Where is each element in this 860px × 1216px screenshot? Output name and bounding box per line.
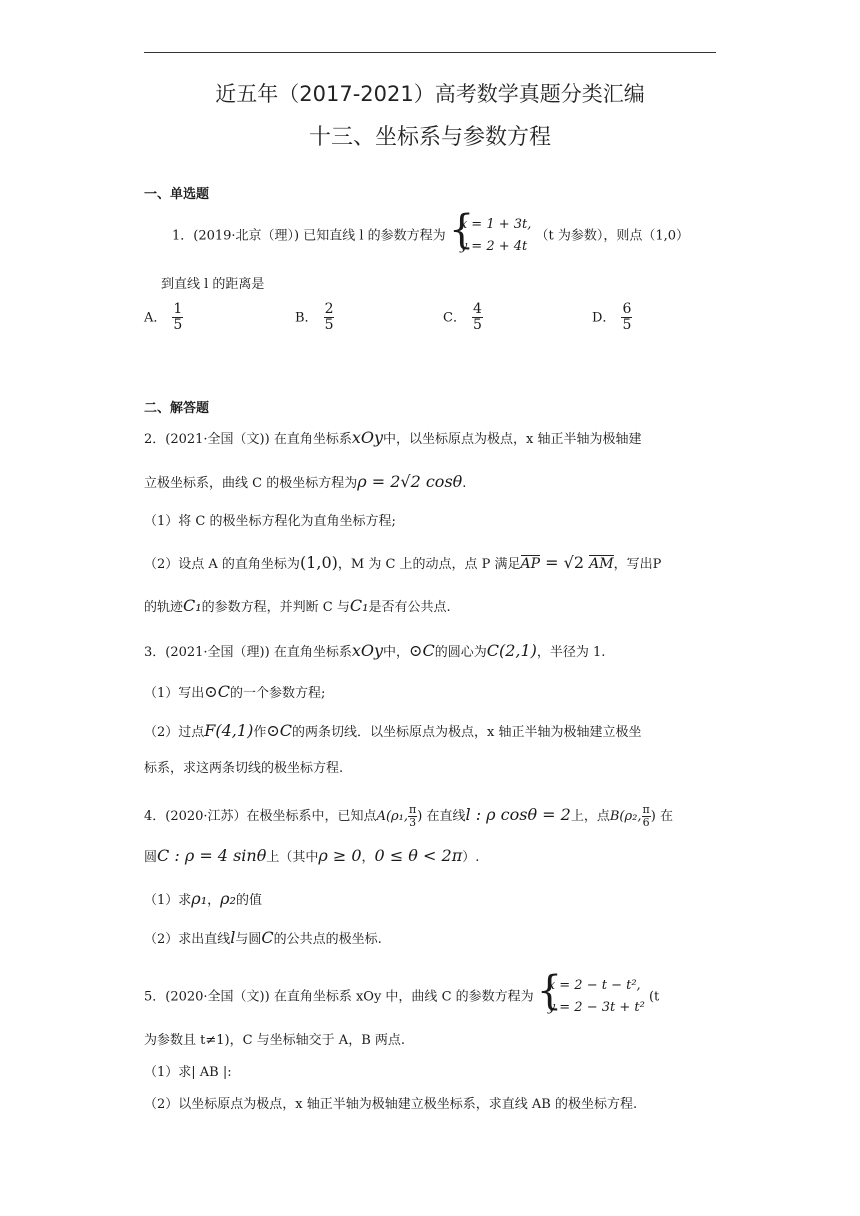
q5-parametric-system: { x = 2 − t − t², y = 2 − 3t + t²: [538, 975, 645, 1019]
q2-point-a: (1,0): [299, 553, 338, 572]
option-c-label: C．: [443, 310, 466, 326]
q2-xoy: xOy: [351, 428, 384, 447]
option-c-fraction: $\frac{4}{5}$: [472, 301, 482, 334]
question-3-part2: （2）过点F(4,1)作⊙C的两条切线．以坐标原点为极点，x 轴正半轴为极轴建立极坐: [144, 721, 642, 740]
q5-eq-y: y = 2 − 3t + t²: [547, 1000, 645, 1015]
question-1-line1: [172, 207, 690, 258]
q5-eq-x: x = 2 − t − t²,: [547, 978, 641, 993]
question-2-part2: （2）设点 A 的直角坐标为(1,0)，M 为 C 上的动点，点 P 满足AP = √2 AM，写出P: [144, 553, 662, 572]
question-3-line4: 标系，求这两条切线的极坐标方程.: [144, 761, 344, 776]
option-d[interactable]: [592, 302, 632, 334]
q2-curve-c1-ref: C₁: [349, 596, 369, 615]
section-heading-answer-questions: 二、解答题: [144, 401, 210, 416]
question-2-line1: 2．(2021·全国（文)) 在直角坐标系xOy中，以坐标原点为极点，x 轴正半轴为极轴建: [144, 428, 642, 447]
q4-circle-c: C : ρ = 4 sinθ: [157, 846, 267, 865]
option-a-fraction: $\frac{1}{5}$: [173, 301, 183, 334]
q3-circle: ⊙C: [409, 641, 435, 660]
question-1-line2: 到直线 l 的距离是: [161, 277, 265, 292]
option-a[interactable]: [144, 302, 183, 334]
question-2-line4: 的轨迹C₁的参数方程，并判断 C 与C₁是否有公共点.: [144, 596, 451, 615]
question-5-part1: （1）求| AB |:: [144, 1065, 232, 1080]
option-c[interactable]: [443, 302, 483, 334]
q1-lead: 1．(2019·北京（理）) 已知直线 l 的参数方程为: [172, 228, 446, 244]
q1-eq-y: y = 2 + 4t: [459, 239, 528, 254]
q2-polar-equation: ρ = 2√2 cosθ: [357, 472, 463, 491]
question-4-line1: 4．(2020·江苏）在极坐标系中，已知点A(ρ₁, $\frac{\pi}{3}$ ) 在直线l : ρ cosθ = 2上，点B(ρ₂, $\frac{\pi}{6}$ ) 在: [144, 803, 673, 830]
question-2-line2: 立极坐标系，曲线 C 的极坐标方程为ρ = 2√2 cosθ.: [144, 472, 467, 491]
option-a-label: A．: [144, 310, 167, 326]
section-heading-single-choice: 一、单选题: [144, 187, 210, 202]
q1-parametric-system: { x = 1 + 3t, y = 2 + 4t: [450, 214, 532, 258]
q2-vector-ap: AP: [520, 556, 541, 572]
page-subtitle: 十三、坐标系与参数方程: [308, 125, 551, 150]
option-b-label: B．: [295, 310, 318, 326]
question-3-line1: 3．(2021·全国（理)) 在直角坐标系xOy中，⊙C的圆心为C(2,1)，半径为 1.: [144, 641, 606, 660]
option-b[interactable]: [295, 302, 334, 334]
header-rule: [144, 52, 716, 53]
q4-point-b: B(ρ₂,: [609, 809, 642, 825]
question-4-line2: 圆C : ρ = 4 sinθ上（其中ρ ≥ 0，0 ≤ θ < 2π）.: [144, 846, 480, 865]
option-d-label: D．: [592, 310, 616, 326]
question-4-part2: （2）求出直线l与圆C的公共点的极坐标.: [144, 928, 382, 947]
option-b-fraction: $\frac{2}{5}$: [324, 301, 334, 334]
question-2-part1: （1）将 C 的极坐标方程化为直角坐标方程;: [144, 514, 396, 529]
question-4-part1: （1）求ρ₁，ρ₂的值: [144, 889, 262, 908]
page-title: 近五年（2017-2021）高考数学真题分类汇编: [215, 82, 645, 106]
q1-tail: （t 为参数），则点（1,0）: [535, 228, 690, 244]
q4-point-a: A(ρ₁,: [376, 809, 409, 825]
question-5-line1: 5．(2020·全国（文)) 在直角坐标系 xOy 中，曲线 C 的参数方程为 { x = 2 − t − t², y = 2 − 3t + t² (t: [144, 975, 659, 1019]
q3-center: C(2,1): [486, 641, 537, 660]
question-3-part1: （1）写出⊙C的一个参数方程;: [144, 682, 326, 701]
q4-line-l: l : ρ cosθ = 2: [465, 805, 571, 825]
q2-curve-c1: C₁: [183, 596, 202, 615]
q1-eq-x: x = 1 + 3t,: [459, 217, 532, 232]
question-5-part2: （2）以坐标原点为极点，x 轴正半轴为极轴建立极坐标系，求直线 AB 的极坐标方程.: [144, 1097, 638, 1112]
option-d-fraction: $\frac{6}{5}$: [622, 301, 632, 334]
q3-point-f: F(4,1): [204, 721, 254, 740]
q2-vector-am: AM: [589, 556, 614, 572]
question-5-line2: 为参数且 t≠1)，C 与坐标轴交于 A，B 两点.: [144, 1033, 406, 1048]
